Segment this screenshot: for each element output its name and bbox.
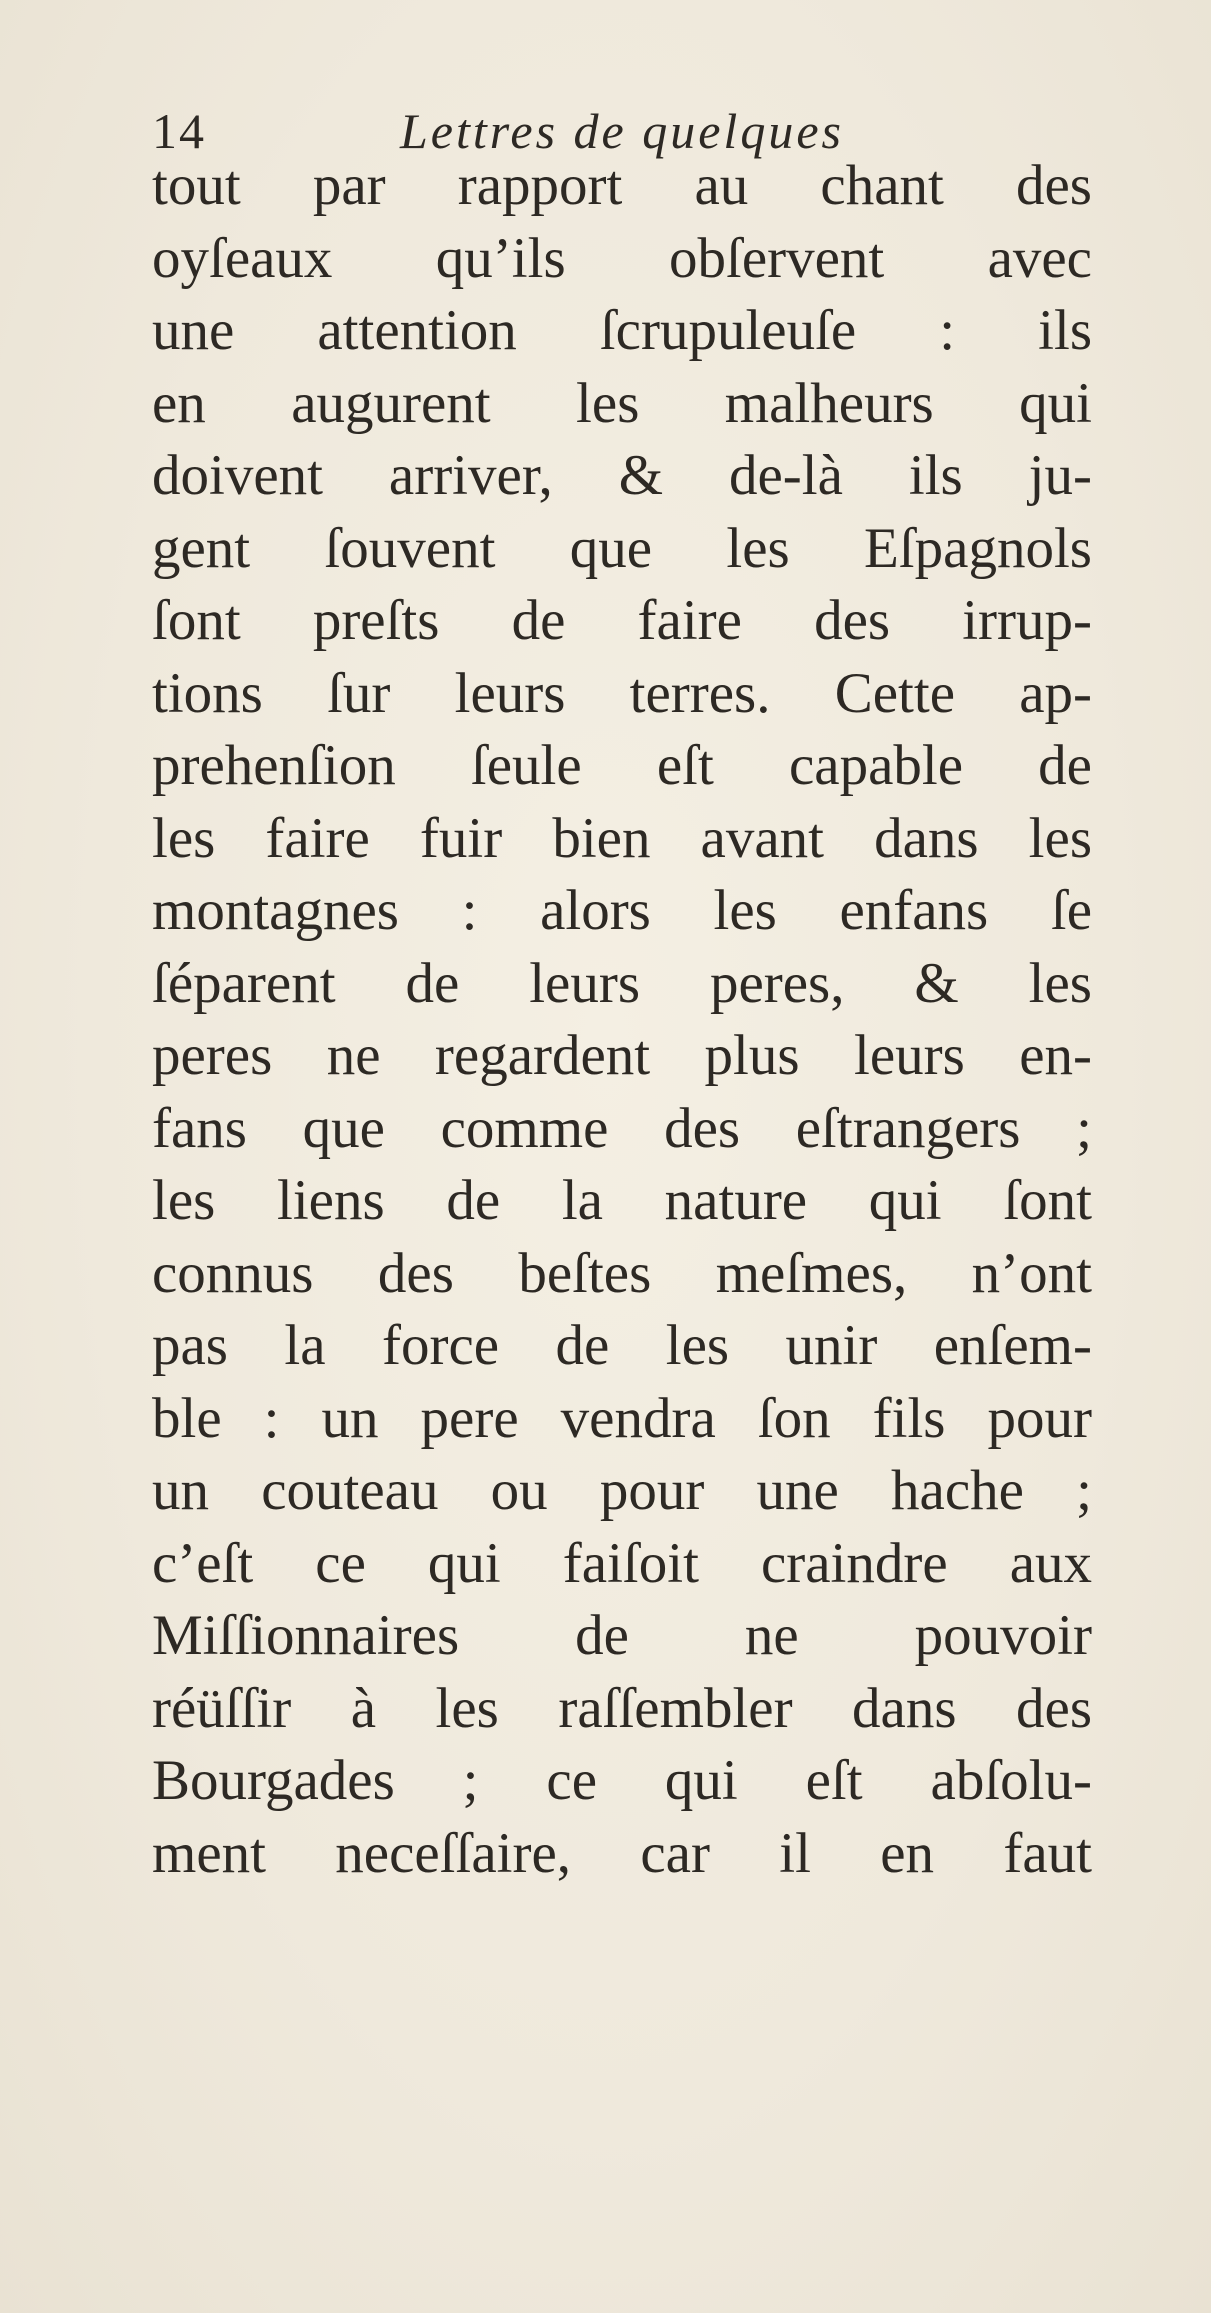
text-line: peres ne regardent plus leurs en- (152, 1024, 1092, 1087)
text-line: une attention ſcrupuleuſe : ils (152, 299, 1092, 362)
text-line: tions ſur leurs terres. Cette ap- (152, 661, 1092, 725)
text-line: c’eſt ce qui faiſoit craindre aux (152, 1531, 1092, 1595)
text-line: montagnes : alors les enfans ſe (152, 879, 1092, 942)
text-line: un couteau ou pour une hache ; (152, 1459, 1092, 1522)
page-number: 14 (152, 103, 206, 159)
text-line: réüſſir à les raſſembler dans des (152, 1676, 1092, 1740)
body-text (152, 150, 1092, 1890)
text-line: connus des beſtes meſmes, n’ont (152, 1241, 1092, 1305)
text-line: doivent arriver, & de-là ils ju- (152, 444, 1092, 507)
text-line: prehenſion ſeule eſt capable de (152, 734, 1092, 797)
text-line: en augurent les malheurs qui (152, 371, 1092, 435)
text-line: ble : un pere vendra ſon fils pour (152, 1386, 1092, 1450)
text-line: oyſeaux qu’ils obſervent avec (152, 226, 1092, 290)
text-line: les liens de la nature qui ſont (152, 1169, 1092, 1232)
text-line: fans que comme des eſtrangers ; (152, 1096, 1092, 1160)
text-line: Miſſionnaires de ne pouvoir (152, 1604, 1092, 1667)
text-line: ſéparent de leurs peres, & les (152, 951, 1092, 1015)
text-line: ſont preſts de faire des irrup- (152, 589, 1092, 652)
text-line: tout par rapport au chant des (152, 154, 1092, 217)
text-line: Bourgades ; ce qui eſt abſolu- (152, 1749, 1092, 1812)
text-line: gent ſouvent que les Eſpagnols (152, 516, 1092, 580)
text-line: les faire fuir bien avant dans les (152, 806, 1092, 870)
text-line: ment neceſſaire, car il en faut (152, 1821, 1092, 1885)
text-line: pas la force de les unir enſem- (152, 1314, 1092, 1377)
running-head-title: Lettres de quelques (400, 103, 844, 159)
